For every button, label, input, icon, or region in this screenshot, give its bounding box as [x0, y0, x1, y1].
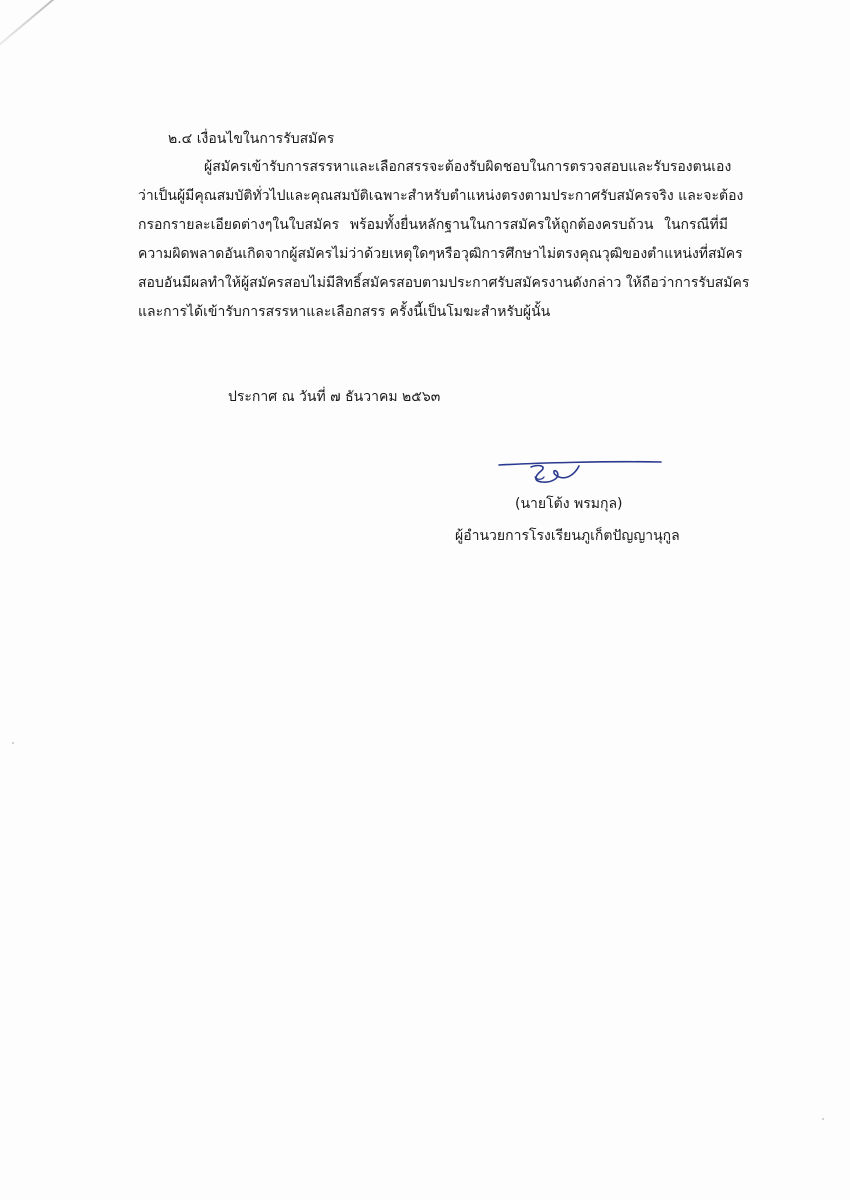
paragraph-line: กรอกรายละเอียดต่างๆในใบสมัคร พร้อมทั้งยื่นหลักฐานในการสมัครให้ถูกต้องครบถ้วน ในกรณีที่มี [138, 217, 728, 233]
paragraph-line: สอบอันมีผลทำให้ผู้สมัครสอบไม่มีสิทธิ์สมัครสอบตามประกาศรับสมัครงานดังกล่าว ให้ถือว่าการรับสมัคร [138, 275, 750, 291]
scan-artifact-line [0, 0, 157, 62]
scan-speck [822, 1118, 824, 1120]
announcement-date: ประกาศ ณ วันที่ ๗ ธันวาคม ๒๕๖๓ [228, 389, 441, 405]
paragraph-line: ผู้สมัครเข้ารับการสรรหาและเลือกสรรจะต้องรับผิดชอบในการตรวจสอบและรับรองตนเอง [204, 159, 732, 175]
section-heading: ๒.๔ เงื่อนไขในการรับสมัคร [168, 131, 335, 147]
signer-name: (นายโต้ง พรมกุล) [515, 496, 623, 512]
conditions-paragraph [138, 153, 750, 327]
paragraph-line: ความผิดพลาดอันเกิดจากผู้สมัครไม่ว่าด้วยเหตุใดๆหรือวุฒิการศึกษาไม่ตรงคุณวุฒิของตำแหน่งที่สมัคร [138, 246, 743, 262]
signer-position: ผู้อำนวยการโรงเรียนภูเก็ตปัญญานุกูล [455, 528, 680, 544]
handwritten-signature [495, 450, 665, 492]
paragraph-line: ว่าเป็นผู้มีคุณสมบัติทั่วไปและคุณสมบัติเฉพาะสำหรับตำแหน่งตรงตามประกาศรับสมัครจริง และจะต้อง [138, 188, 744, 204]
scan-speck [12, 742, 14, 744]
paragraph-line: และการได้เข้ารับการสรรหาและเลือกสรร ครั้งนี้เป็นโมฆะสำหรับผู้นั้น [138, 304, 551, 320]
